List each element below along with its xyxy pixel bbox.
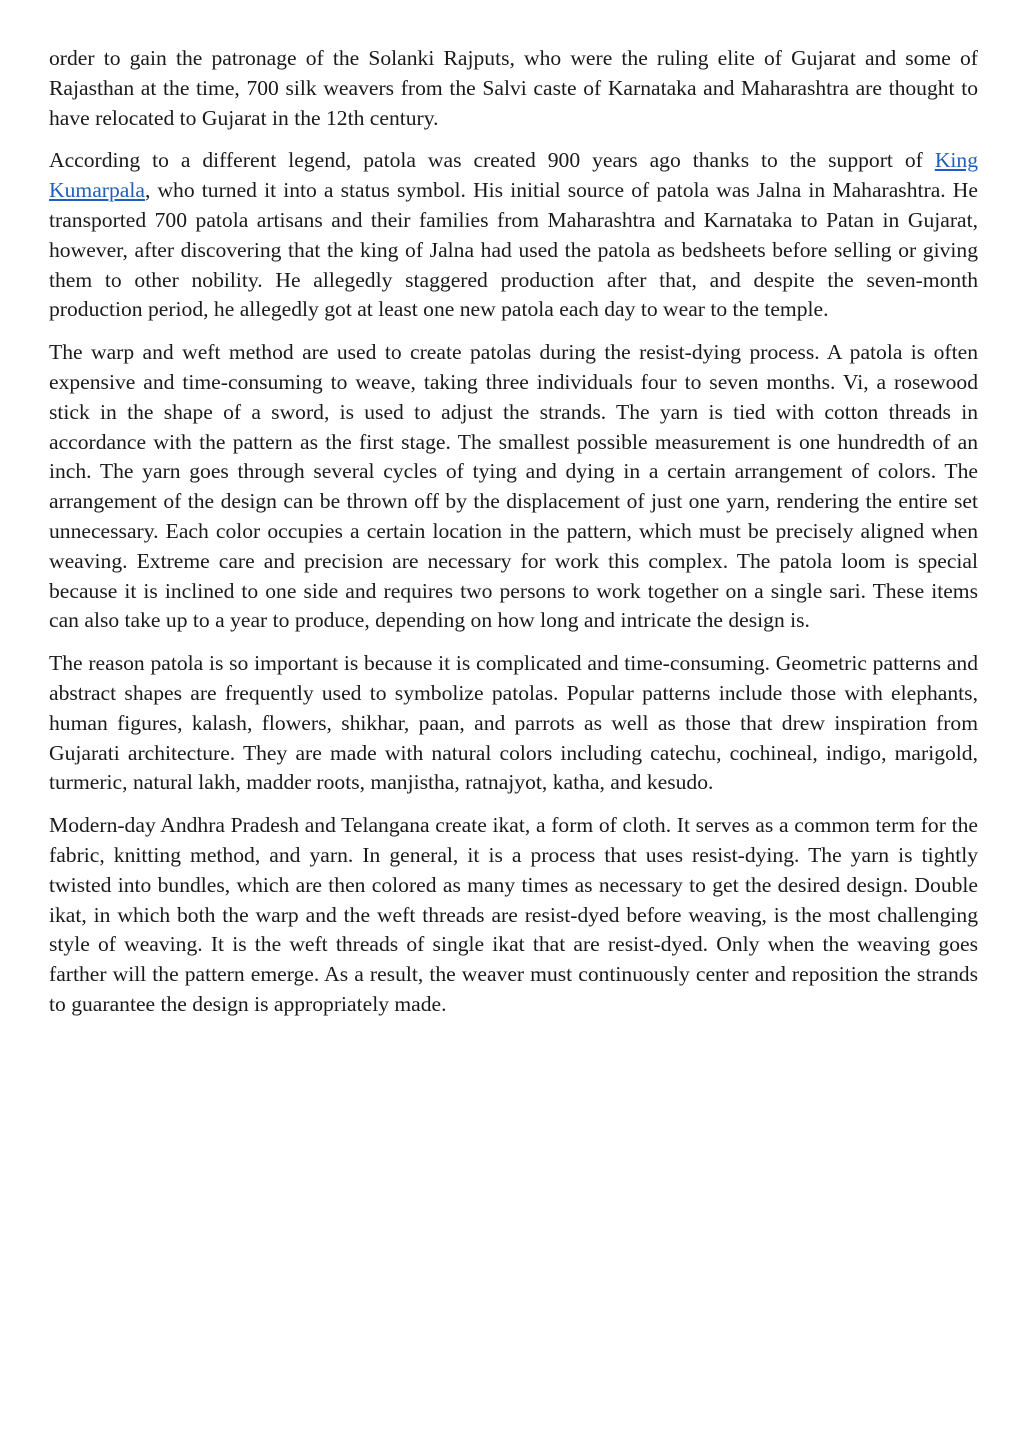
document-body xyxy=(49,44,978,1033)
paragraph-kumarpala-legend xyxy=(49,146,978,325)
paragraph-solanki-patronage: order to gain the patronage of the Solanki Rajputs, who were the ruling elite of Gujarat and some of Rajasthan at the time, 700 silk weavers from the Salvi caste of Karnataka and Maharashtra are thought to have relocated to Gujarat in the 12th century. xyxy=(49,46,978,130)
king-kumarpala-link[interactable]: King Kumarpala xyxy=(49,148,978,203)
paragraph-warp-weft-method: The warp and weft method are used to create patolas during the resist-dying process. A patola is often expensive and time-consuming to weave, taking three individuals four to seven months. Vi, a rosewood stick in the shape of a sword, is used to adjust the strands. The yarn is tied with cotton threads in accordance with the pattern as the first stage. The smallest possible measurement is one hundredth of an inch. The yarn goes through several cycles of tying and dying in a certain arrangement of colors. The arrangement of the design can be thrown off by the displacement of just one yarn, rendering the entire set unnecessary. Each color occupies a certain location in the pattern, which must be precisely aligned when weaving. Extreme care and precision are necessary for work this complex. The patola loom is special because it is inclined to one side and requires two persons to work together on a single sari. These items can also take up to a year to produce, depending on how long and intricate the design is. xyxy=(49,340,978,633)
paragraph-patola-importance: The reason patola is so important is because it is complicated and time-consuming. Geometric patterns and abstract shapes are frequently used to symbolize patolas. Popular patterns include those with elephants, human figures, kalash, flowers, shikhar, paan, and parrots as well as those that drew inspiration from Gujarati architecture. They are made with natural colors including catechu, cochineal, indigo, marigold, turmeric, natural lakh, madder roots, manjistha, ratnajyot, katha, and kesudo. xyxy=(49,651,978,795)
paragraph-ikat: Modern-day Andhra Pradesh and Telangana create ikat, a form of cloth. It serves as a common term for the fabric, knitting method, and yarn. In general, it is a process that uses resist-dying. The yarn is tightly twisted into bundles, which are then colored as many times as necessary to get the desired design. Double ikat, in which both the warp and the weft threads are resist-dyed before weaving, is the most challenging style of weaving. It is the weft threads of single ikat that are resist-dyed. Only when the weaving goes farther will the pattern emerge. As a result, the weaver must continuously center and reposition the strands to guarantee the design is appropriately made. xyxy=(49,813,978,1016)
paragraph-text-before-link: According to a different legend, patola was created 900 years ago thanks to the support of xyxy=(49,148,935,173)
paragraph-text-after-link: , who turned it into a status symbol. His initial source of patola was Jalna in Maharashtra. He transported 700 patola artisans and their families from Maharashtra and Karnataka to Patan in Gujarat, however, after discovering that the king of Jalna had used the patola as bedsheets before selling or giving them to other nobility. He allegedly staggered production after that, and despite the seven-month production period, he allegedly got at least one new patola each day to wear to the temple. xyxy=(49,178,978,322)
